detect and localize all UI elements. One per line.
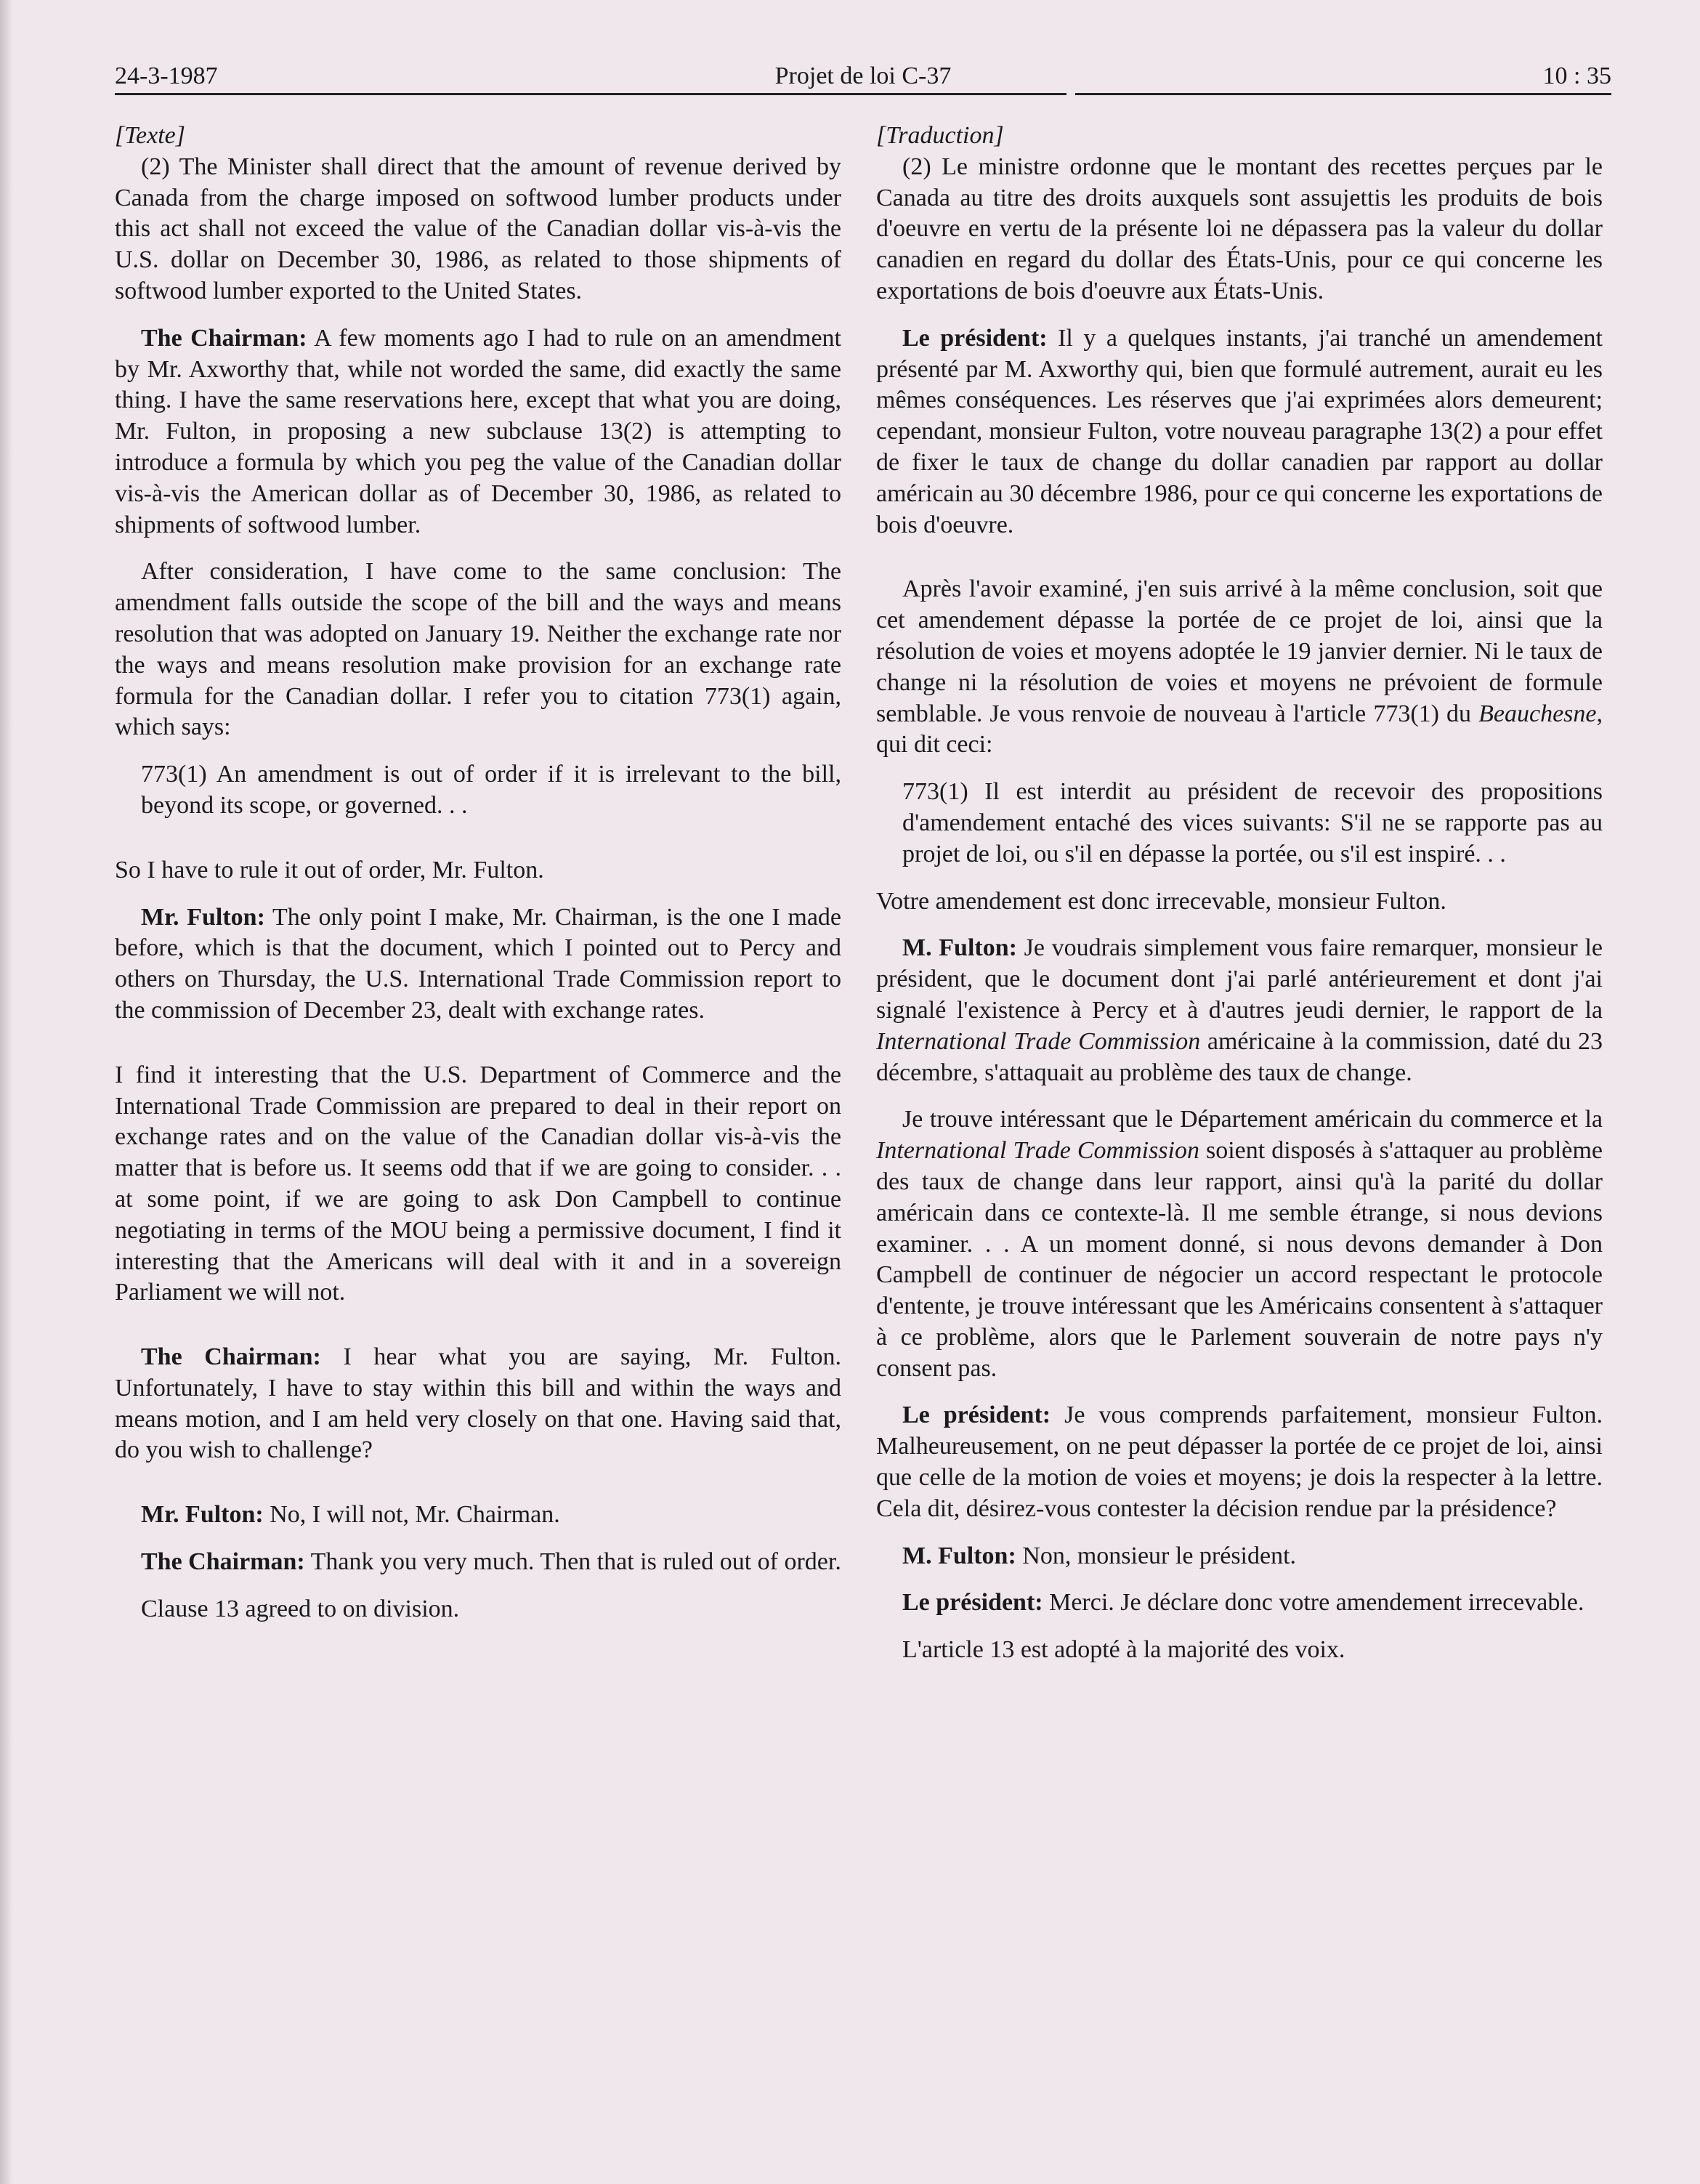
english-paragraph: I find it interesting that the U.S. Department of Commerce and the International Trade Commission are prepared to deal in their report on exchange rates and on the value of the Canadian dollar vis-à-vis the matter that is before us. It seems odd that if we are going to consider. . . at some point, if we are going to ask Don Campbell to continue negotiating in terms of the MOU being a permissive document, I find it interesting that the Americans will deal with it and in a sovereign Parliament we will not. [115,1061,841,1306]
header-page-number: 10 : 35 [1542,62,1611,89]
page-header [115,57,1611,97]
speaker-name: Mr. Fulton: [141,1501,264,1529]
page-edge-shadow [0,0,13,2184]
french-paragraph [876,323,1603,541]
speaker-name: Mr. Fulton: [141,903,265,931]
french-paragraph [876,1400,1603,1524]
speaker-name: M. Fulton: [902,1542,1016,1569]
speaker-name: The Chairman: [141,324,307,352]
french-paragraph [876,1104,1603,1384]
speaker-name: Le président: [902,324,1048,352]
italic-title: International Trade Commission [876,1027,1201,1055]
french-paragraph: Votre amendement est donc irrecevable, monsieur Fulton. [876,887,1446,915]
english-label: [Texte] [115,122,185,149]
french-citation-quote: 773(1) Il est interdit au président de recevoir des propositions d'amendement entaché des vices suivants: S'il ne se rapporte pas au projet de loi, ou s'il en dépasse la portée, ou s'il est inspiré. . . [902,778,1603,867]
french-paragraph [876,933,1603,1088]
english-clause-text: (2) The Minister shall direct that the amount of revenue derived by Canada from the charge imposed on softwood lumber products under this act shall not exceed the value of the Canadian dollar vis-à-vis the U.S. dollar on December 30, 1986, as related to those shipments of softwood lumber exported to the United States. [115,153,841,304]
english-citation-quote: 773(1) An amendment is out of order if it is irrelevant to the bill, beyond its scope, or governed. . . [141,761,841,819]
french-clause-text: (2) Le ministre ordonne que le montant des recettes perçues par le Canada au titre des droits auxquels sont assujettis les produits de bois d'oeuvre en vertu de la présente loi ne dépassera pas la valeur du dollar canadien en regard du dollar des États-Unis, pour ce qui concerne les exportations de bois d'oeuvre aux États-Unis. [876,153,1603,304]
header-rule-left [115,93,1066,95]
speech-text: I hear what you are saying, Mr. Fulton. Unfortunately, I have to stay within this bill and within the ways and means motion, and I am held very closely on that one. Having said that, do you wish to challenge? [115,1343,842,1464]
speech-text: Je voudrais simplement vous faire remarquer, monsieur le président, que le document dont j'ai parlé antérieurement et dont j'ai signalé l'existence à Percy et à d'autres jeudi dernier, le rapport de la [876,934,1603,1024]
speech-text: Merci. Je déclare donc votre amendement irrecevable. [1043,1589,1584,1617]
english-column [115,121,841,1625]
speaker-name: Le président: [902,1589,1043,1617]
english-paragraph [115,1342,841,1466]
french-paragraph: L'article 13 est adopté à la majorité des voix. [902,1636,1345,1664]
french-paragraph [876,574,1603,761]
english-paragraph [115,323,841,541]
french-column [876,121,1603,1666]
speech-text: No, I will not, Mr. Chairman. [263,1501,560,1529]
italic-title: International Trade Commission [876,1137,1199,1165]
speech-text: A few moments ago I had to rule on an amendment by Mr. Axworthy that, while not worded the same, did exactly the same thing. I have the same reservations here, except that what you are doing, Mr. Fulton, in proposing a new subclause 13(2) is attempting to introduce a formula by which you peg the value of the Canadian dollar vis-à-vis the American dollar as of December 30, 1986, as related to shipments of softwood lumber. [115,324,841,538]
header-title: Projet de loi C-37 [774,62,952,89]
speech-text: américaine à la commission, daté du 23 décembre, s'attaquait au problème des taux de change. [876,1027,1603,1086]
speech-text: Thank you very much. Then that is ruled out of order. [304,1548,841,1576]
speaker-name: M. Fulton: [902,934,1017,962]
speech-text: Après l'avoir examiné, j'en suis arrivé à la même conclusion, soit que cet amendement dépasse la portée de ce projet de loi, ainsi que la résolution de voies et moyens adoptée le 19 janvier dernier. Ni le taux de change ni la résolution de voies et moyens ne prévoient de formule semblable. Je vous renvoie de nouveau à l'article 773(1) du [876,575,1603,727]
english-paragraph [115,1547,841,1578]
speech-text: , qui dit ceci: [876,700,1603,759]
english-paragraph: Clause 13 agreed to on division. [141,1595,460,1622]
speaker-name: The Chairman: [141,1343,321,1371]
speaker-name: Le président: [902,1402,1051,1429]
french-label: [Traduction] [876,122,1004,149]
speech-text: Je trouve intéressant que le Département américain du commerce et la [902,1106,1603,1133]
speech-text: soient disposés à s'attaquer au problème des taux de change dans leur rapport, ainsi qu'à la parité du dollar américain dans ce contexte-là. Il me semble étrange, si nous devions examiner. . . A un moment donné, si nous devons demander à Don Campbell de continuer de négocier un accord respectant le protocole d'entente, je trouve intéressant que les Américains consentent à s'attaquer à ce problème, alors que le Parlement souverain de notre pays n'y consent pas. [876,1137,1603,1382]
header-rule-right [1075,93,1611,95]
english-paragraph [115,902,841,1027]
english-paragraph: So I have to rule it out of order, Mr. Fulton. [115,856,544,883]
english-paragraph [115,1500,841,1531]
french-paragraph [876,1541,1603,1572]
speaker-name: The Chairman: [141,1548,305,1576]
french-paragraph [876,1588,1603,1619]
speech-text: Il y a quelques instants, j'ai tranché un amendement présenté par M. Axworthy qui, bien que formulé autrement, aurait eu les mêmes conséquences. Les réserves que j'ai exprimées alors demeurent; cependant, monsieur Fulton, votre nouveau paragraphe 13(2) a pour effet de fixer le taux de change du dollar canadien par rapport au dollar américain au 30 décembre 1986, pour ce qui concerne les exportations de bois d'oeuvre. [876,324,1603,538]
italic-title: Beauchesne [1478,700,1597,727]
speech-text: Non, monsieur le président. [1016,1542,1297,1569]
english-paragraph: After consideration, I have come to the same conclusion: The amendment falls outside the scope of the bill and the ways and means resolution that was adopted on January 19. Neither the exchange rate nor the ways and means resolution make provision for an exchange rate formula for the Canadian dollar. I refer you to citation 773(1) again, which says: [115,558,841,741]
header-date: 24-3-1987 [115,62,218,89]
speech-text: Je vous comprends parfaitement, monsieur Fulton. Malheureusement, on ne peut dépasser la portée de ce projet de loi, ainsi que celle de la motion de voies et moyens; je dois la respecter à la lettre. Cela dit, désirez-vous contester la décision rendue par la présidence? [876,1402,1603,1522]
speech-text: The only point I make, Mr. Chairman, is the one I made before, which is that the document, which I pointed out to Percy and others on Thursday, the U.S. International Trade Commission report to the commission of December 23, dealt with exchange rates. [115,903,841,1024]
